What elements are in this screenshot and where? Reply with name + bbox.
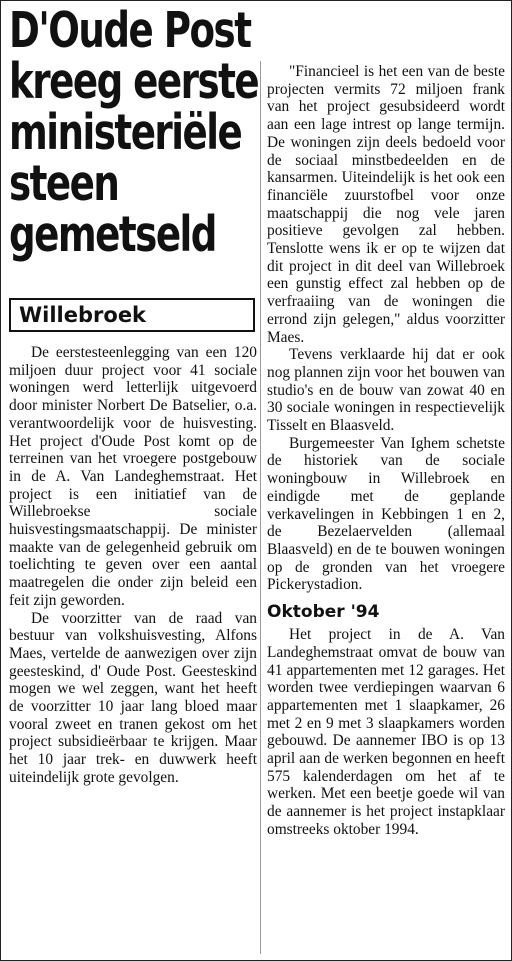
section-subhead: Oktober '94 (267, 602, 380, 623)
headline (9, 2, 260, 263)
headline-line: ministeriële (9, 104, 242, 161)
headline-line: D'Oude Post (9, 2, 251, 59)
article-paragraph: "Financieel is het een van de beste projecten vermits 72 miljoen frank van het project gesubsideerd wordt aan een lage intrest op lange termijn. De woningen zijn deels bedoeld voor de sociaal minstbedeelden en de kansarmen. Uiteindelijk is het ook een financiële zuurstofbel voor onze maatschappij die nog vele jaren positieve gevolgen zal hebben. Tenslotte wens ik er op te wijzen dat dit project in dit deel van Willebroek een gunstig effect zal hebben op de verfraaiing van de woningen die errond zijn gelegen," aldus voorzitter Maes. (267, 63, 505, 346)
left-column (9, 2, 259, 787)
headline-line: kreeg eerste (9, 53, 259, 110)
headline-line: gemetseld (9, 206, 216, 263)
article-paragraph: De eerstesteenlegging van een 120 miljoen duur project voor 41 sociale woningen werd letterlijk uitgevoerd door minister Norbert De Batselier, o.a. verantwoordelijk voor de huisvesting. Het project d'Oude Post komt op de terreinen van het vroegere postgebouw in de A. Van Landeghemstraat. Het project is een initiatief van de Willebroekse sociale huisvestingsmaatschappij. De minister maakte van de gelegenheid gebruik om toelichting te geven over een aantal maatregelen die onder zijn beleid een feit zijn geworden. (9, 344, 257, 609)
column-divider (260, 61, 261, 954)
dateline: Willebroek (9, 298, 255, 332)
headline-line: steen (9, 155, 119, 212)
article-paragraph: De voorzitter van de raad van bestuur van volkshuisvesting, Alfons Maes, vertelde de aanwezigen over zijn geesteskind, d' Oude Post. Geesteskind mogen we wel zeggen, want het heeft de voorzitter 10 jaar lang bloed maar vooral zweet en tranen gekost om het project subsidieërbaar te krijgen. Maar het 10 jaar trek- en duwwerk heeft uiteindelijk grote gevolgen. (9, 609, 257, 786)
article-paragraph: Burgemeester Van Ighem schetste de historiek van de sociale woningbouw in Willebroek en eindigde met de geplande verkavelingen in Kebbingen 1 en 2, de Bezelaervelden (allemaal Blaasveld) en de te bouwen woningen op de gronden van het vroegere Pickerystadion. (267, 434, 505, 594)
article-paragraph: Het project in de A. Van Landeghemstraat omvat de bouw van 41 appartementen met 12 garages. Het worden twee verdiepingen waarvan 6 appartementen met 1 slaapkamer, 26 met 2 en 9 met 3 slaapkamers worden gebouwd. De aannemer IBO is op 13 april aan de werken begonnen en heeft 575 kalenderdagen om het af te werken. Met een beetje goede wil van de aannemer is het project instapklaar omstreeks oktober 1994. (267, 626, 505, 838)
right-column (267, 63, 505, 839)
article-paragraph: Tevens verklaarde hij dat er ook nog plannen zijn voor het bouwen van studio's en de bouw van zowat 40 en 30 sociale woningen in respectievelijk Tisselt en Blaasveld. (267, 346, 505, 435)
